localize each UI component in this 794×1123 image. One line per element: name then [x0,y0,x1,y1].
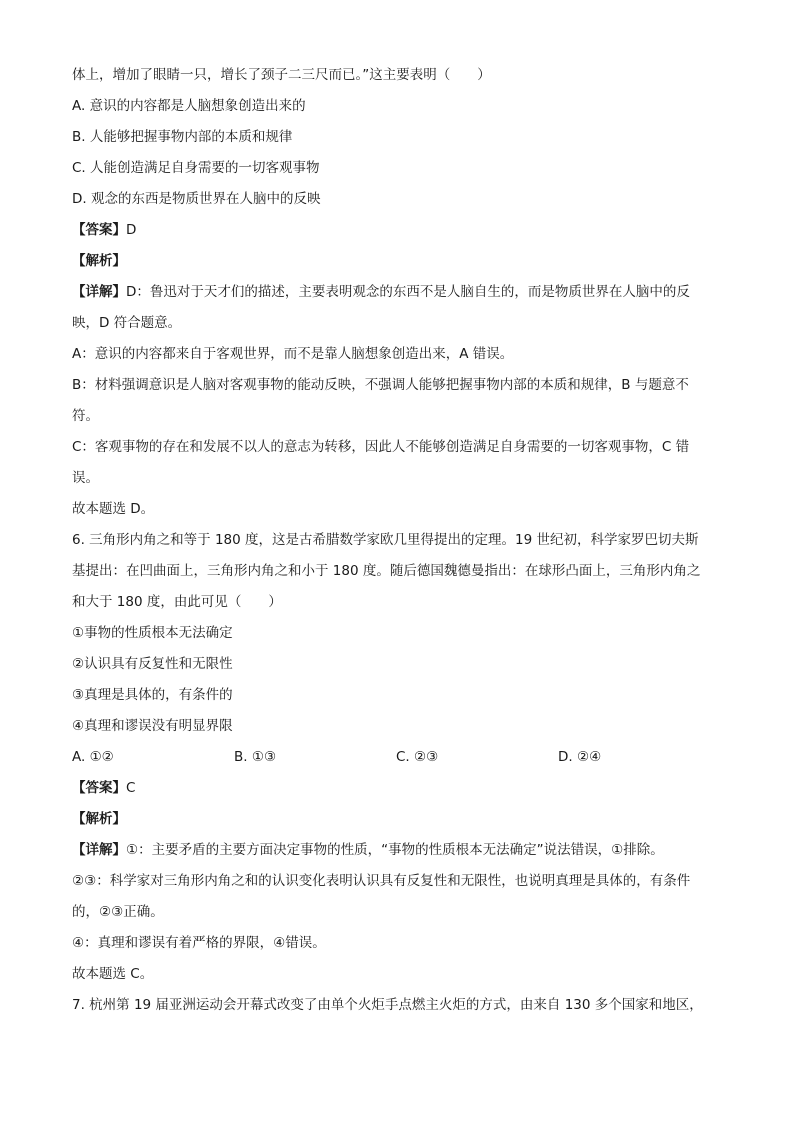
q6-statement-1: ①事物的性质根本无法确定 [72,625,233,641]
q5-detail-line [72,277,722,308]
q5-option-a: A. 意识的内容都是人脑想象创造出来的 [72,98,306,114]
q5-answer-value: D [126,222,137,238]
q6-option-a: A. ①② [72,749,114,765]
q5-conclusion: 故本题选 D。 [72,501,155,517]
q6-option-c: C. ②③ [396,749,439,765]
q6-detail-tag: 【详解】 [72,842,126,858]
q5-detail-line: 符。 [72,408,99,424]
q5-detail-line: B：材料强调意识是人脑对客观事物的能动反映，不强调人能够把握事物内部的本质和规律，B 与题意不 [72,377,689,393]
q6-detail-line: ②③：科学家对三角形内角之和的认识变化表明认识具有反复性和无限性，也说明真理是具体的，有条件 [72,873,691,889]
document-page [72,60,722,1021]
q5-option-d: D. 观念的东西是物质世界在人脑中的反映 [72,191,321,207]
q6-detail-line: 的，②③正确。 [72,904,164,920]
q5-detail-line: C：客观事物的存在和发展不以人的意志为转移，因此人不能够创造满足自身需要的一切客观事物，C 错 [72,439,690,455]
q5-detail-text: D：鲁迅对于天才们的描述，主要表明观念的东西不是人脑自生的，而是物质世界在人脑中的反 [126,284,690,300]
q5-detail-tag: 【详解】 [72,284,126,300]
q5-answer [72,215,722,246]
q6-option-b: B. ①③ [234,749,277,765]
q5-answer-tag: 【答案】 [72,222,126,238]
q5-detail-line: A：意识的内容都来自于客观世界，而不是靠人脑想象创造出来，A 错误。 [72,346,514,362]
q6-detail-text: ①：主要矛盾的主要方面决定事物的性质，“事物的性质根本无法确定”说法错误，①排除。 [126,842,664,858]
q6-answer [72,773,722,804]
q6-answer-tag: 【答案】 [72,780,126,796]
q6-stem-line: 基提出：在凹曲面上，三角形内角之和小于 180 度。随后德国魏德曼指出：在球形凸面上，三角形内角之 [72,563,701,579]
q6-statement-3: ③真理是具体的，有条件的 [72,687,233,703]
q6-option-d: D. ②④ [558,749,602,765]
q5-option-c: C. 人能创造满足自身需要的一切客观事物 [72,160,320,176]
q6-stem-line: 和大于 180 度，由此可见（ ） [72,594,282,610]
q6-stem-line: 6. 三角形内角之和等于 180 度，这是古希腊数学家欧几里得提出的定理。19 世纪初，科学家罗巴切夫斯 [72,532,699,548]
q5-detail-line: 误。 [72,470,99,486]
q7-stem: 7. 杭州第 19 届亚洲运动会开幕式改变了由单个火炬手点燃主火炬的方式，由来自 130 多个国家和地区， [72,997,703,1013]
q6-statement-2: ②认识具有反复性和无限性 [72,656,233,672]
q6-detail-line [72,835,722,866]
q6-detail-line: ④：真理和谬误有着严格的界限，④错误。 [72,935,326,951]
q5-stem: 体上，增加了眼睛一只，增长了颈子二三尺而已。”这主要表明（ ） [72,67,491,83]
q6-statement-4: ④真理和谬误没有明显界限 [72,718,233,734]
q5-option-b: B. 人能够把握事物内部的本质和规律 [72,129,293,145]
q6-conclusion: 故本题选 C。 [72,966,154,982]
q5-detail-line: 映，D 符合题意。 [72,315,182,331]
q5-analysis-tag: 【解析】 [72,253,126,269]
q6-options [72,742,722,773]
q6-analysis-tag: 【解析】 [72,811,126,827]
q6-answer-value: C [126,780,136,796]
